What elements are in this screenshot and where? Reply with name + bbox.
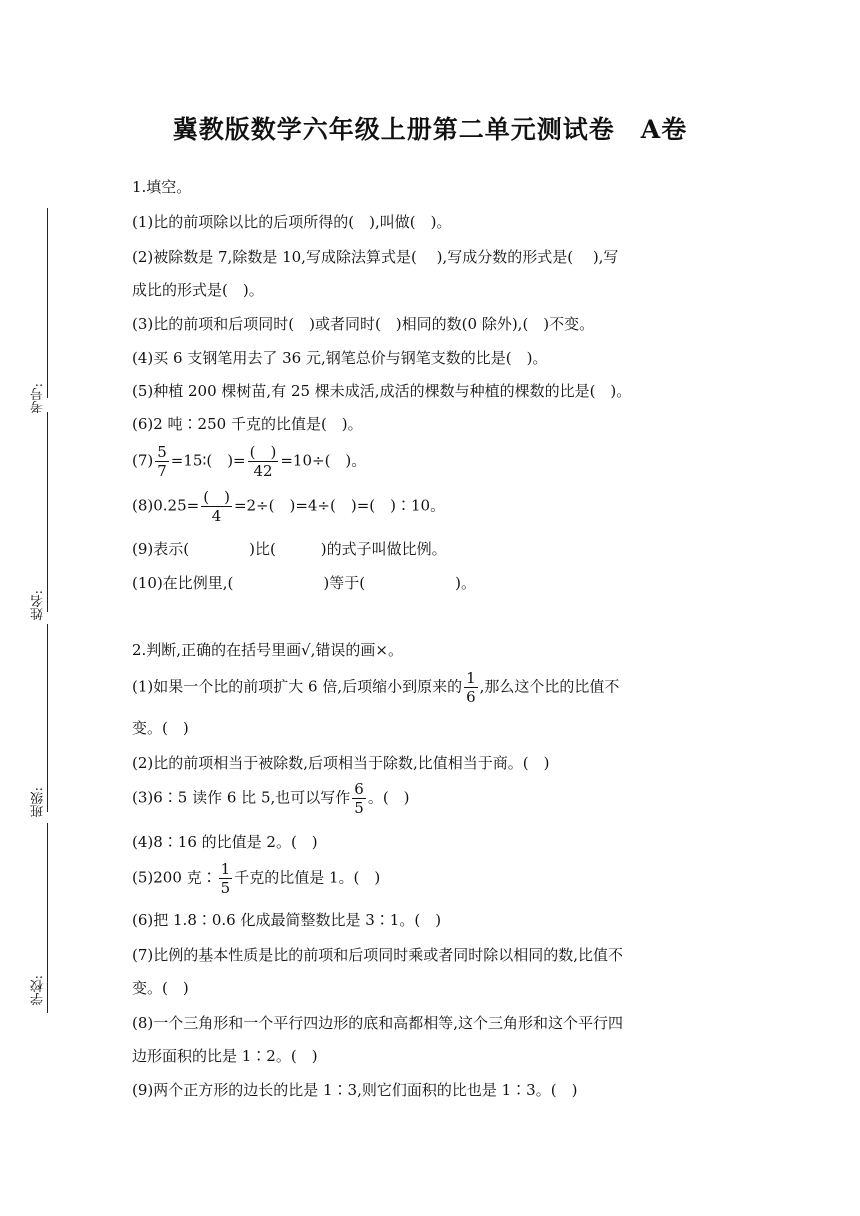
- fraction: [201, 488, 232, 525]
- question-1-9: (9)表示( )比( )的式子叫做比例。: [132, 540, 447, 558]
- question-2-4: (4)8∶16 的比值是 2。( ): [132, 833, 318, 851]
- numerator: 5: [157, 443, 167, 461]
- question-1-1: (1)比的前项除以比的后项所得的( ),叫做( )。: [132, 213, 452, 231]
- question-2-1-line1: [132, 669, 732, 711]
- class-label: 班级:: [31, 787, 46, 818]
- name-label: 姓名:: [31, 590, 46, 621]
- question-2-3: [132, 780, 732, 822]
- question-2-6: (6)把 1.8∶0.6 化成最简整数比是 3∶1。( ): [132, 911, 442, 929]
- denominator: 4: [211, 507, 222, 525]
- page-title: 冀教版数学六年级上册第二单元测试卷 A卷: [172, 115, 688, 144]
- question-text: 。( ): [367, 788, 410, 807]
- denominator: 5: [220, 879, 231, 897]
- binding-line: [47, 208, 48, 398]
- section-heading: 1.填空。: [132, 178, 192, 196]
- denominator: 7: [157, 462, 167, 480]
- denominator: 5: [354, 799, 364, 817]
- question-1-4: (4)买 6 支钢笔用去了 36 元,钢笔总价与钢笔支数的比是( )。: [132, 349, 548, 367]
- question-prefix: (8)0.25=: [132, 496, 200, 515]
- question-text: (5)200 克∶: [132, 868, 217, 887]
- question-2-8-line2: 边形面积的比是 1∶2。( ): [132, 1047, 318, 1065]
- exam-number-label: 考号:: [31, 383, 46, 414]
- question-2-8-line1: (8)一个三角形和一个平行四边形的底和高都相等,这个三角形和这个平行四: [132, 1014, 624, 1032]
- question-2-7-line1: (7)比例的基本性质是比的前项和后项同时乘或者同时除以相同的数,比值不: [132, 946, 624, 964]
- question-text: ,那么这个比的比值不: [479, 677, 620, 696]
- school-label: 学校:: [31, 975, 46, 1006]
- question-1-2-line1: (2)被除数是 7,除数是 10,写成除法算式是( ),写成分数的形式是( ),写: [132, 248, 619, 266]
- fraction: [155, 443, 169, 480]
- numerator: 1: [220, 860, 231, 878]
- question-1-5: (5)种植 200 棵树苗,有 25 棵未成活,成活的棵数与种植的棵数的比是( )。: [132, 382, 632, 400]
- question-2-1-line2: 变。( ): [132, 719, 189, 737]
- question-1-8: [132, 488, 732, 530]
- question-1-7: [132, 443, 732, 485]
- numerator: 6: [354, 780, 364, 798]
- expression-text: =2÷( )=4÷( )=( )∶10。: [233, 496, 446, 515]
- expression-text: =15∶( )=: [170, 451, 246, 470]
- question-2-7-line2: 变。( ): [132, 979, 189, 997]
- question-1-6: (6)2 吨∶250 千克的比值是( )。: [132, 415, 363, 433]
- numerator: ( ): [249, 443, 277, 461]
- question-text: (3)6∶5 读作 6 比 5,也可以写作: [132, 788, 351, 807]
- question-2-2: (2)比的前项相当于被除数,后项相当于除数,比值相当于商。( ): [132, 754, 550, 772]
- fraction: [464, 669, 478, 706]
- numerator: 1: [466, 669, 476, 687]
- question-text: (1)如果一个比的前项扩大 6 倍,后项缩小到原来的: [132, 677, 463, 696]
- denominator: 42: [253, 462, 273, 480]
- expression-text: =10÷( )。: [280, 451, 367, 470]
- binding-line: [47, 624, 48, 812]
- binding-strip: [0, 0, 100, 1216]
- fraction: [248, 443, 279, 480]
- section-heading: 2.判断,正确的在括号里画√,错误的画×。: [132, 641, 403, 659]
- fraction: [352, 780, 366, 817]
- numerator: ( ): [203, 488, 230, 506]
- question-1-3: (3)比的前项和后项同时( )或者同时( )相同的数(0 除外),( )不变。: [132, 315, 595, 333]
- question-1-10: (10)在比例里,( )等于( )。: [132, 574, 476, 592]
- question-text: 千克的比值是 1。( ): [234, 868, 381, 887]
- denominator: 6: [466, 688, 476, 706]
- question-2-9: (9)两个正方形的边长的比是 1∶3,则它们面积的比也是 1∶3。( ): [132, 1081, 578, 1099]
- binding-line: [47, 412, 48, 612]
- question-2-5: [132, 860, 732, 902]
- fraction: [219, 860, 233, 897]
- question-prefix: (7): [132, 451, 154, 470]
- question-1-2-line2: 成比的形式是( )。: [132, 281, 264, 299]
